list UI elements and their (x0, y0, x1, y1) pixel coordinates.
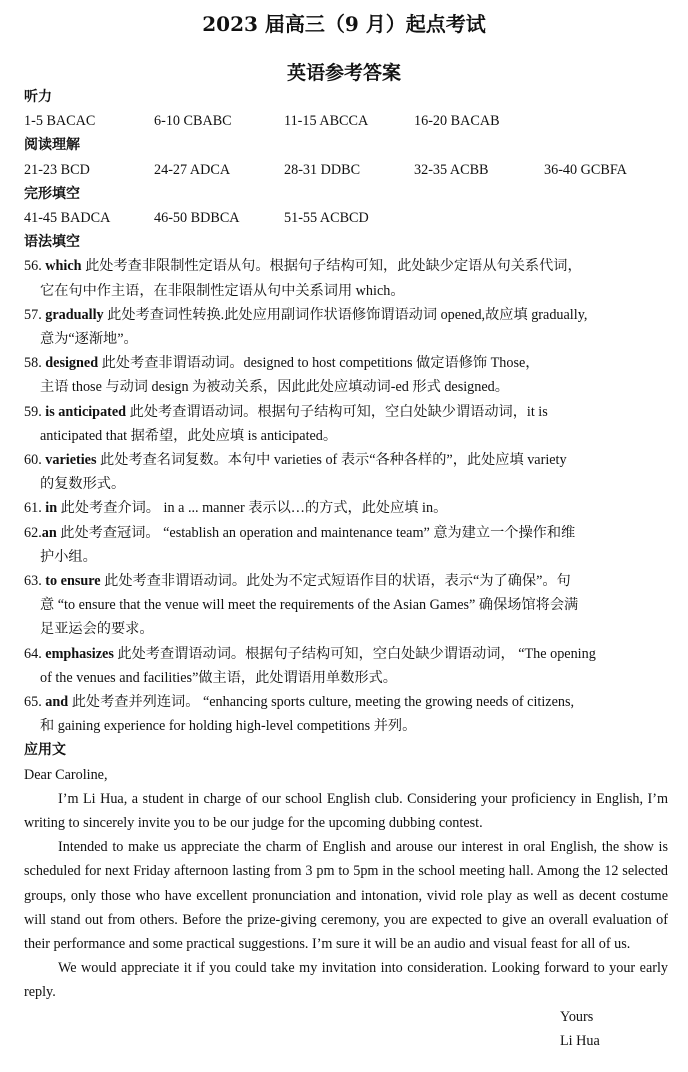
letter-signature: Li Hua (560, 1032, 600, 1049)
item-explanation: 此处考查非谓语动词。此处为不定式短语作目的状语，表示“为了确保”。句 (104, 572, 571, 589)
item-number: 58. (24, 355, 42, 372)
answer-group: 6-10 CBABC (154, 113, 232, 130)
item-explanation: 此处考查介词。 in a ... manner 表示以…的方式，此处应填 in。 (60, 500, 448, 517)
item-answer: is anticipated (45, 403, 127, 420)
item-number: 60. (24, 451, 42, 468)
item-answer: and (45, 693, 69, 710)
item-explanation: 此处考查词性转换.此处应用副词作状语修饰谓语动词 opened,故应填 gradually, (107, 306, 588, 323)
grammar-item-60 (24, 448, 668, 496)
item-explanation-cont: 意为“逐渐地”。 (40, 330, 138, 347)
item-answer: varieties (45, 451, 97, 468)
answer-group: 1-5 BACAC (24, 113, 96, 130)
answer-group: 24-27 ADCA (154, 161, 231, 178)
answer-group: 46-50 BDBCA (154, 209, 240, 226)
document-title: 2023 届高三（9 月）起点考试 (202, 12, 486, 36)
item-explanation-cont: 的复数形式。 (40, 476, 126, 493)
item-explanation-cont: 意 “to ensure that the venue will meet the requirements of the Asian Games” 确保场馆将会满 (40, 597, 579, 614)
grammar-item-64 (24, 642, 668, 690)
item-answer: to ensure (45, 572, 101, 589)
section-cloze-label: 完形填空 (24, 185, 80, 202)
item-number: 59. (24, 403, 42, 420)
item-answer: an (41, 524, 57, 541)
section-reading-label: 阅读理解 (24, 137, 80, 154)
item-explanation-cont: of the venues and facilities”做主语，此处谓语用单数形式。 (40, 669, 397, 686)
item-number: 64. (24, 645, 42, 662)
grammar-item-65 (24, 690, 668, 738)
grammar-item-61 (24, 496, 668, 520)
answer-group: 11-15 ABCCA (284, 113, 369, 130)
section-writing-label: 应用文 (24, 742, 66, 759)
item-answer: designed (45, 355, 99, 372)
item-answer: in (45, 500, 58, 517)
section-listening-label: 听力 (24, 89, 52, 105)
listening-answers (24, 109, 668, 133)
answer-group: 51-55 ACBCD (284, 209, 369, 226)
item-explanation: 此处考查谓语动词。根据句子结构可知，空白处缺少谓语动词，it is (129, 403, 548, 420)
letter-paragraph-3: We would appreciate it if you could take my invitation into consideration. Looking forward to your early reply. (24, 960, 668, 1001)
item-explanation: 此处考查冠词。 “establish an operation and maintenance team” 意为建立一个操作和维 (60, 524, 576, 541)
item-explanation: 此处考查名词复数。本句中 varieties of 表示“各种各样的”，此处应填 variety (100, 451, 567, 468)
grammar-item-58 (24, 351, 668, 399)
grammar-item-63 (24, 569, 668, 642)
answer-group: 36-40 GCBFA (544, 161, 627, 178)
item-number: 61. (24, 500, 42, 517)
item-explanation: 此处考查非限制性定语从句。根据句子结构可知，此处缺少定语从句关系代词， (85, 258, 582, 275)
item-answer: gradually (45, 306, 104, 323)
grammar-item-57 (24, 303, 668, 351)
letter-closing: Yours (560, 1008, 594, 1025)
item-number: 57. (24, 306, 42, 323)
letter-greeting: Dear Caroline, (24, 766, 108, 783)
sample-letter (24, 763, 668, 1053)
answer-group: 16-20 BACAB (414, 113, 500, 130)
reading-answers (24, 158, 668, 182)
cloze-answers (24, 206, 668, 230)
item-explanation-cont: 和 gaining experience for holding high-level competitions 并列。 (40, 718, 417, 735)
item-explanation: 此处考查谓语动词。根据句子结构可知，空白处缺少谓语动词， “The opening (117, 645, 596, 662)
grammar-item-59 (24, 400, 668, 448)
item-explanation-cont: 主语 those 与动词 design 为被动关系，因此此处应填动词-ed 形式 designed。 (40, 379, 509, 396)
document-subtitle: 英语参考答案 (286, 62, 401, 84)
item-explanation: 此处考查非谓语动词。designed to host competitions 做定语修饰 Those， (101, 355, 540, 372)
item-explanation-cont: anticipated that 据希望，此处应填 is anticipated。 (40, 427, 338, 444)
item-explanation: 此处考查并列连词。 “enhancing sports culture, meeting the growing needs of citizens, (71, 693, 575, 710)
section-grammar-label: 语法填空 (24, 234, 80, 251)
answer-content (24, 85, 668, 1053)
item-number: 65. (24, 693, 42, 710)
item-number: 56. (24, 258, 42, 275)
grammar-item-56 (24, 254, 668, 302)
item-number: 62. (24, 524, 42, 541)
item-answer: which (45, 258, 82, 275)
item-explanation-cont: 它在句中作主语，在非限制性定语从句中关系词用 which。 (40, 282, 405, 299)
answer-group: 41-45 BADCA (24, 209, 111, 226)
item-explanation-cont: 足亚运会的要求。 (40, 621, 154, 638)
item-answer: emphasizes (45, 645, 114, 662)
answer-group: 21-23 BCD (24, 161, 90, 178)
answer-group: 32-35 ACBB (414, 161, 489, 178)
item-explanation-cont: 护小组。 (40, 548, 97, 565)
letter-paragraph-1: I’m Li Hua, a student in charge of our school English club. Considering your proficiency in English, I’m writing to sincerely invite you to be our judge for the upcoming dubbing contest. (24, 790, 668, 831)
item-number: 63. (24, 572, 42, 589)
grammar-item-62 (24, 521, 668, 569)
letter-paragraph-2: Intended to make us appreciate the charm of English and arouse our interest in oral English, the show is scheduled for next Friday afternoon lasting from 3 pm to 5pm in the school meeting hall. Among the 12 selected groups, only those who have excellent pronunciation and intonation, vivid role play as well as decent costume will stand out from others. Before the prize-giving ceremony, you are expected to give an overall evaluation of their performance and some practical suggestions. I’m sure it will be an audio and visual feast for all of us. (24, 839, 668, 952)
answer-group: 28-31 DDBC (284, 161, 361, 178)
